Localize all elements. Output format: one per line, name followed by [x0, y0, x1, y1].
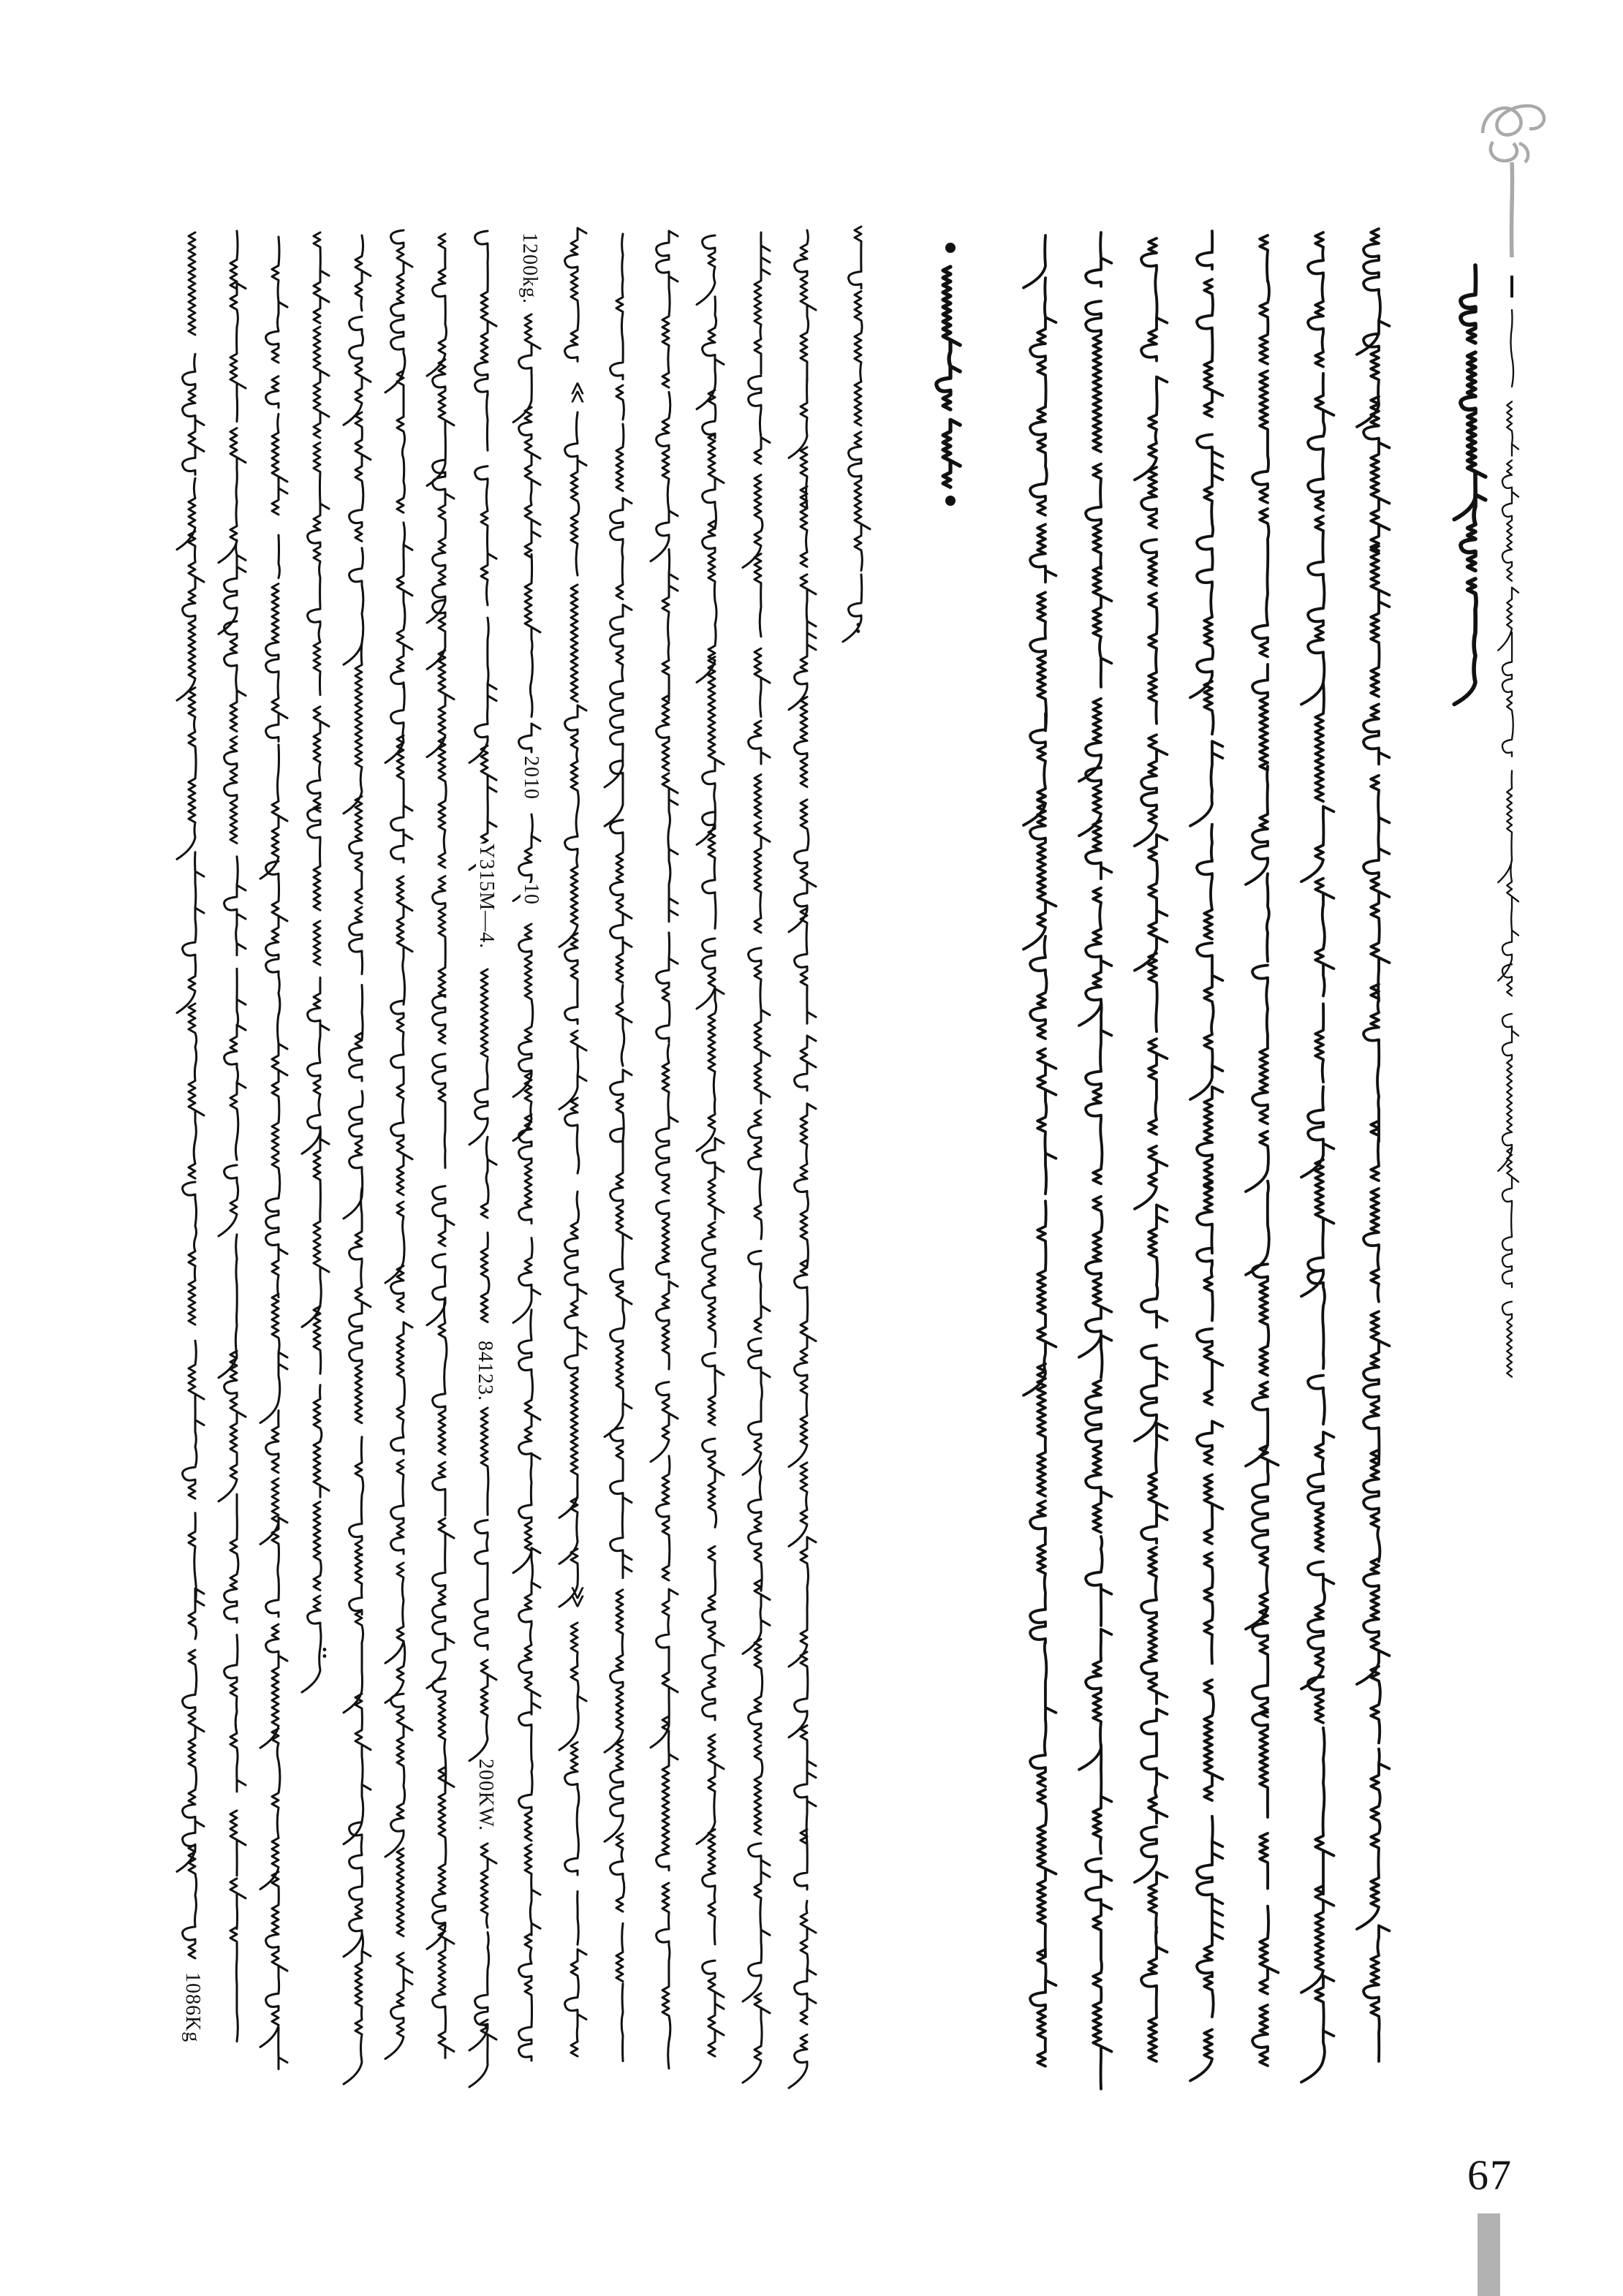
spec-fragment: 1086Kg: [181, 1972, 204, 2043]
page-number: 67: [1467, 2151, 1513, 2199]
spec-fragment: Y315M—4.: [475, 844, 498, 950]
spec-fragment: 10: [520, 883, 542, 905]
header-rule-dash: [1510, 276, 1513, 298]
spec-fragment: 2010: [520, 756, 542, 800]
spec-fragment: 1200kg.: [518, 232, 541, 304]
spec-fragment: 84123.: [474, 1341, 496, 1401]
double-dot-mark: ··: [313, 1645, 336, 1660]
page-edge-bar: [1478, 2213, 1500, 2296]
quote-open-mark: ≪: [564, 381, 591, 404]
spec-fragment: 200KW.: [474, 1759, 497, 1832]
quote-close-mark: ≫: [564, 1585, 591, 1609]
heading-bullet: [945, 243, 956, 253]
double-dot-mark: ··: [847, 621, 869, 635]
heading-bullet: [945, 496, 956, 506]
